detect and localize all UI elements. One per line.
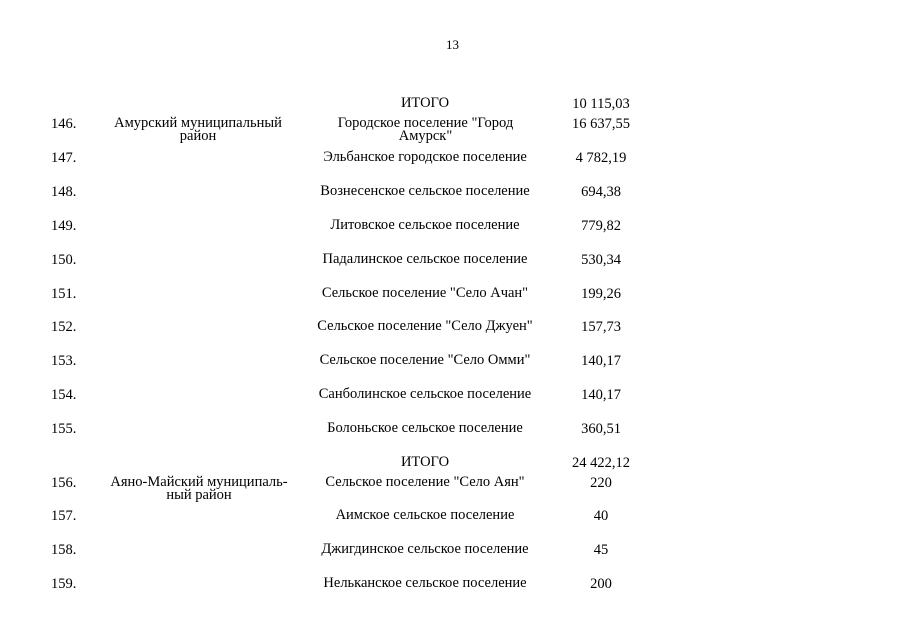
amount-value: 24 422,12 [572, 455, 630, 471]
row-number: 155. [51, 421, 77, 437]
table-row [0, 151, 905, 185]
table-row [0, 320, 905, 354]
row-number: 157. [51, 508, 77, 524]
amount-value: 40 [593, 508, 609, 524]
amount-value: 10 115,03 [572, 96, 630, 112]
amount-value: 694,38 [581, 184, 621, 200]
row-number: 156. [51, 475, 77, 491]
settlement-name: Падалинское сельское поселение [322, 251, 528, 267]
amount-value: 45 [593, 542, 609, 558]
amount-value: 220 [590, 475, 612, 491]
row-number: 150. [51, 252, 77, 268]
amount-value: 4 782,19 [575, 150, 627, 166]
table-row [0, 422, 905, 456]
table-row [0, 117, 905, 151]
settlement-name: Городское поселение "Город Амурск" [337, 115, 514, 144]
amount-value: 360,51 [581, 421, 621, 437]
row-number: 149. [51, 218, 77, 234]
settlement-name: Сельское поселение "Село Ачан" [321, 285, 529, 301]
row-number: 148. [51, 184, 77, 200]
table-row [0, 287, 905, 321]
table-row [0, 543, 905, 577]
settlement-name: ИТОГО [400, 454, 450, 470]
settlement-name: Сельское поселение "Село Аян" [325, 474, 525, 490]
row-number: 152. [51, 319, 77, 335]
district-name: Аяно-Майский муниципаль-ный район [110, 474, 288, 503]
table-row [0, 509, 905, 543]
row-number: 158. [51, 542, 77, 558]
table-row [0, 219, 905, 253]
table-row [0, 253, 905, 287]
table-row [0, 354, 905, 388]
table-row [0, 388, 905, 422]
amount-value: 779,82 [581, 218, 621, 234]
amount-value: 530,34 [581, 252, 621, 268]
settlement-name: Вознесенское сельское поселение [320, 183, 530, 199]
amount-value: 16 637,55 [572, 116, 630, 132]
settlement-name: Аимское сельское поселение [335, 507, 515, 523]
amount-value: 140,17 [581, 387, 621, 403]
amount-value: 199,26 [581, 286, 621, 302]
district-name: Амурский муниципальный район [114, 115, 282, 144]
settlement-name: ИТОГО [400, 95, 450, 111]
row-number: 146. [51, 116, 77, 132]
row-number: 153. [51, 353, 77, 369]
amount-value: 157,73 [581, 319, 621, 335]
settlement-name: Литовское сельское поселение [330, 217, 520, 233]
row-number: 154. [51, 387, 77, 403]
table-row [0, 577, 905, 611]
settlement-name: Сельское поселение "Село Омми" [319, 352, 531, 368]
settlement-name: Болоньское сельское поселение [327, 420, 523, 436]
settlement-name: Санболинское сельское поселение [318, 386, 532, 402]
row-number: 147. [51, 150, 77, 166]
row-number: 151. [51, 286, 77, 302]
row-number: 159. [51, 576, 77, 592]
amount-value: 200 [590, 576, 612, 592]
settlement-name: Сельское поселение "Село Джуен" [317, 318, 533, 334]
table-row [0, 476, 905, 510]
page-number: 13 [446, 37, 459, 52]
settlement-name: Джигдинское сельское поселение [321, 541, 529, 557]
settlement-name: Нельканское сельское поселение [323, 575, 527, 591]
amount-value: 140,17 [581, 353, 621, 369]
settlement-name: Эльбанское городское поселение [323, 149, 527, 165]
table-row [0, 185, 905, 219]
